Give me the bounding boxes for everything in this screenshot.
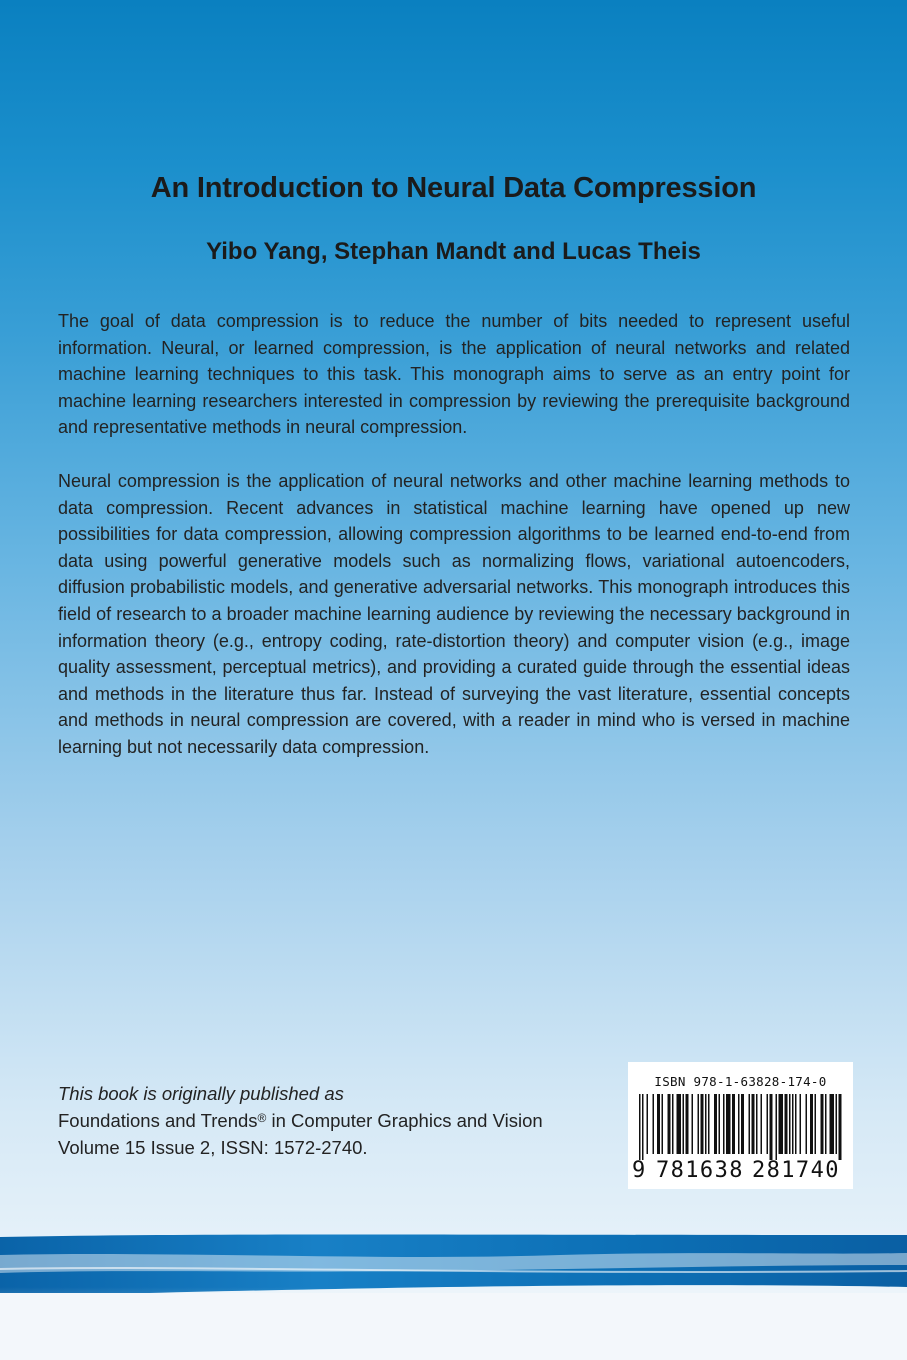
series-suffix: in Computer Graphics and Vision [266,1110,543,1131]
ean-right-digits: 281740 [752,1158,840,1183]
series-prefix: Foundations and Trends [58,1110,258,1131]
series-name [58,1110,543,1131]
description-paragraph-2: Neural compression is the application of neural networks and other machine learning methods to data compression. Recent advances in statistical machine learning have opened up new possibilities for data compression, allowing compression algorithms to be learned end-to-end from data using powerful generative models such as normalizing flows, variational autoencoders, diffusion probabilistic models, and generative adversarial networks. This monograph introduces this field of research to a broader machine learning audience by reviewing the necessary background in information theory (e.g., entropy coding, rate-distortion theory) and computer vision (e.g., image quality assessment, perceptual metrics), and providing a curated guide through the essential ideas and methods in the literature thus far. Instead of surveying the vast literature, essential concepts and methods in neural compression are covered, with a reader in mind who is versed in machine learning but not necessarily data compression. [58,470,850,757]
registered-mark: ® [257,1111,267,1125]
ean-first-digit: 9 [632,1158,646,1183]
isbn-barcode [628,1062,853,1189]
publication-intro: This book is originally published as [58,1083,344,1104]
ean-digits [628,1158,853,1184]
book-description [58,308,850,788]
barcode-bars [635,1094,846,1160]
ean-left-digits: 781638 [656,1158,744,1183]
book-authors: Yibo Yang, Stephan Mandt and Lucas Theis [206,238,701,265]
volume-issn: Volume 15 Issue 2, ISSN: 1572-2740. [58,1137,368,1158]
decorative-wave-band [0,1225,907,1360]
publication-info [58,1080,598,1161]
book-title: An Introduction to Neural Data Compression [150,172,757,204]
isbn-label: ISBN 978-1-63828-174-0 [654,1074,827,1089]
description-paragraph-1: The goal of data compression is to reduce the number of bits needed to represent useful information. Neural, or learned compression, is the application of neural networks and related machine learning techniques to this task. This monograph aims to serve as an entry point for machine learning researchers interested in compression by reviewing the prerequisite background and representative methods in neural compression. [58,311,850,438]
